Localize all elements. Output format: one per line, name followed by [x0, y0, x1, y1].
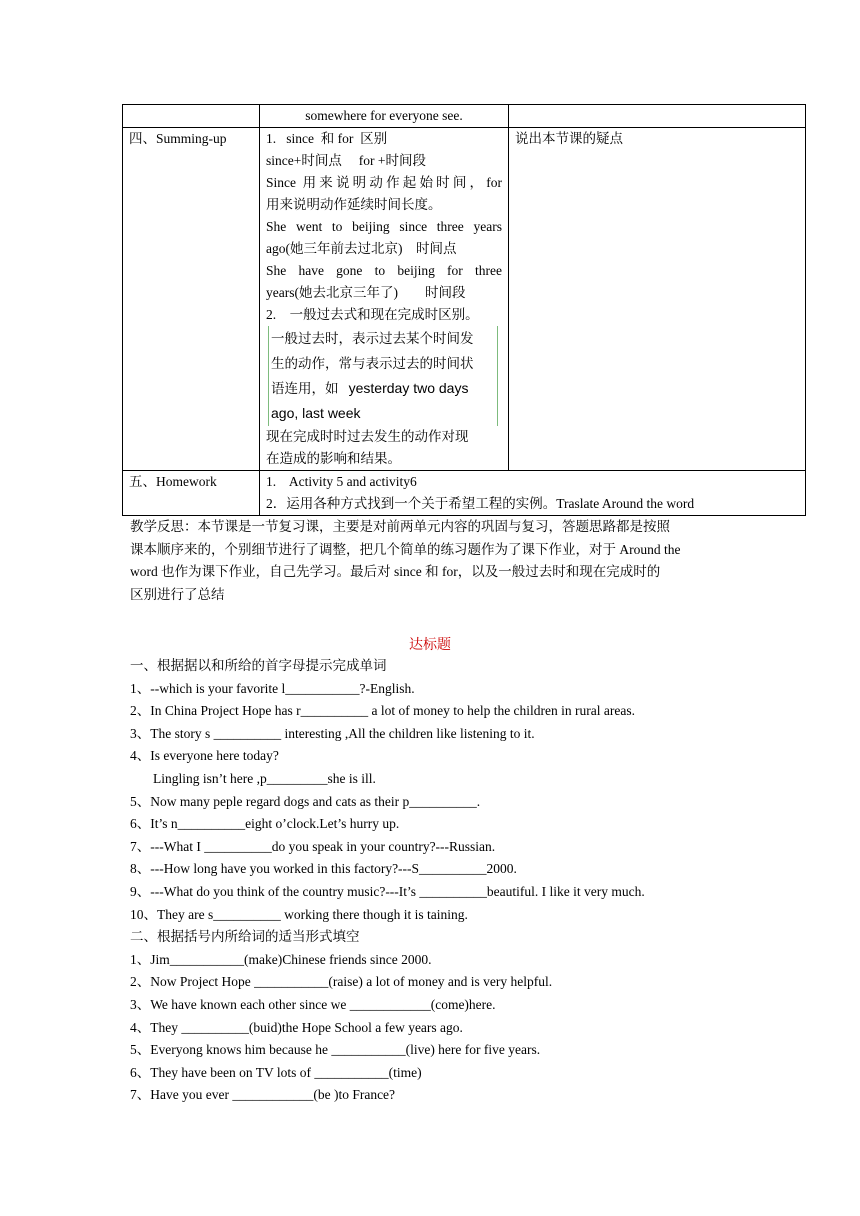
list-item: 10、They are s__________ working there though it is taining. — [130, 906, 468, 922]
text-line: She have gone to beijing for three — [266, 263, 502, 278]
text-line — [271, 376, 495, 401]
list-item: 4、They __________(buid)the Hope School a few years ago. — [130, 1019, 463, 1035]
lesson-plan-table — [122, 104, 806, 516]
list-item: 4、Is everyone here today? — [130, 748, 279, 764]
list-item: 1、Jim___________(make)Chinese friends since 2000. — [130, 951, 432, 967]
list-item: 8、---How long have you worked in this factory?---S__________2000. — [130, 861, 517, 877]
list-item: 1、--which is your favorite l___________?-English. — [130, 680, 415, 696]
homework-label: 五、Homework — [123, 471, 260, 516]
list-item: 7、Have you ever ____________(be )to France? — [130, 1087, 396, 1103]
table-row-homework — [123, 471, 806, 516]
text-line: 生的动作，常与表示过去的时间状 — [271, 356, 474, 371]
text-span: 语连用，如 — [271, 381, 339, 396]
text-line: 2. 一般过去式和现在完成时区别。 — [266, 307, 479, 322]
table-cell — [123, 105, 260, 128]
list-item: 2、In China Project Hope has r__________ a lot of money to help the children in rural areas. — [130, 703, 635, 719]
list-item: 2、Now Project Hope ___________(raise) a lot of money and is very helpful. — [130, 974, 553, 990]
list-item: 7、---What I __________do you speak in your country?---Russian. — [130, 838, 496, 854]
teaching-reflection — [130, 516, 730, 606]
text-line: 课本顺序来的，个别细节进行了调整，把几个简单的练习题作为了课下作业，对于 Around the — [130, 541, 681, 557]
table-cell — [509, 105, 806, 128]
text-line: 2．运用各种方式找到一个关于希望工程的实例。Traslate Around the word — [266, 496, 695, 511]
list-item: Lingling isn’t here ,p_________she is ill. — [153, 770, 376, 786]
summing-up-label: 四、Summing-up — [123, 128, 260, 471]
list-item: 6、It’s n__________eight o’clock.Let’s hurry up. — [130, 816, 400, 832]
list-item: 9、---What do you think of the country music?---It’s __________beautiful. I like it very much. — [130, 883, 645, 899]
text-line: years(她去北京三年了) 时间段 — [266, 285, 466, 300]
section-heading: 二、根据括号内所给词的适当形式填空 — [130, 929, 360, 945]
text-line: 在造成的影响和结果。 — [266, 451, 401, 466]
exercise-title: 达标题 — [409, 638, 451, 653]
list-item: 5、Everyong knows him because he ___________(live) here for five years. — [130, 1042, 541, 1058]
list-item: 3、The story s __________ interesting ,All the children like listening to it. — [130, 725, 535, 741]
text-line: ago, last week — [271, 405, 361, 421]
summing-up-content — [260, 128, 509, 471]
text-line: since+时间点 for +时间段 — [266, 153, 426, 168]
list-item: 6、They have been on TV lots of ___________(time) — [130, 1064, 422, 1080]
text-line: 1. Activity 5 and activity6 — [266, 474, 417, 489]
text-line: ago(她三年前去过北京) 时间点 — [266, 241, 457, 256]
text-line: 现在完成时时过去发生的动作对现 — [266, 429, 469, 444]
section-heading: 一、根据据以和所给的首字母提示完成单词 — [130, 658, 387, 673]
text-line: word 也作为课下作业，自己先学习。最后对 since 和 for，以及一般过去时和现在完成时的 — [130, 564, 661, 579]
table-row-summing-up — [123, 128, 806, 471]
text-span: yesterday two days — [348, 380, 469, 396]
text-line: 一般过去时，表示过去某个时间发 — [271, 331, 474, 346]
table-cell: somewhere for everyone see. — [260, 105, 509, 128]
text-line: 区别进行了总结 — [130, 586, 225, 602]
text-line: 用来说明动作延续时间长度。 — [266, 197, 442, 212]
text-line: 1. since 和 for 区别 — [266, 131, 388, 146]
list-item: 3、We have known each other since we ____________(come)here. — [130, 996, 496, 1012]
homework-content — [260, 471, 806, 516]
text-line: She went to beijing since three years — [266, 219, 502, 234]
text-line: Since 用来说明动作起始时间，for — [266, 175, 502, 190]
text-line: 教学反思：本节课是一节复习课，主要是对前两单元内容的巩固与复习，答题思路都是按照 — [130, 519, 670, 534]
list-item: 5、Now many peple regard dogs and cats as their p__________. — [130, 793, 481, 809]
past-tense-note-box — [268, 326, 498, 426]
summing-up-notes: 说出本节课的疑点 — [509, 128, 806, 471]
exercise-list — [130, 655, 770, 1107]
table-row — [123, 105, 806, 128]
